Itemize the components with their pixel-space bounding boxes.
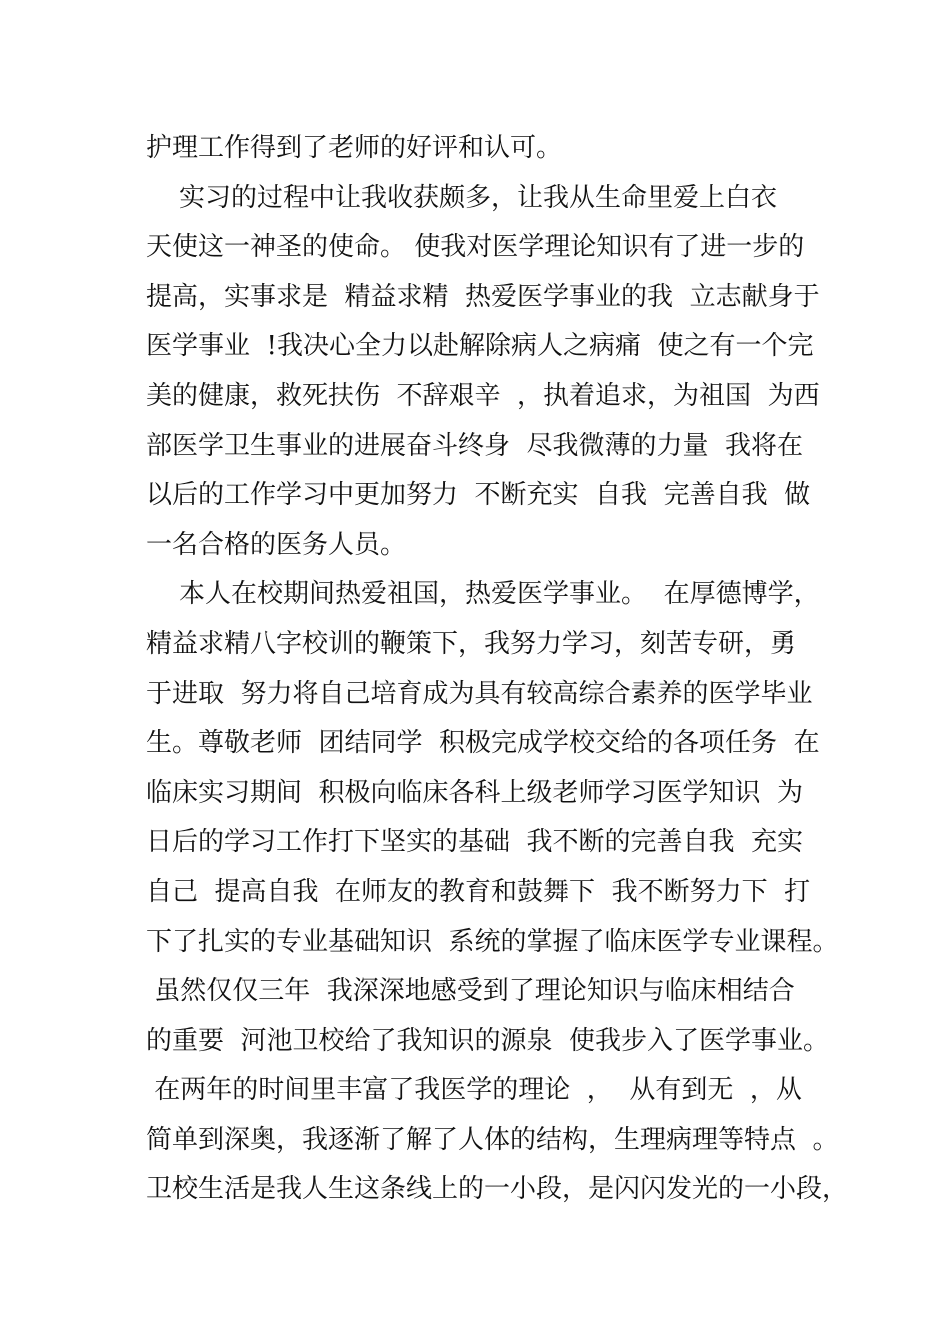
text-line: 的重要 河池卫校给了我知识的源泉 使我步入了医学事业。: [146, 1025, 830, 1056]
text-line: 简单到深奥，我逐渐了解了人体的结构，生理病理等特点 。: [146, 1124, 839, 1155]
text-line: 美的健康，救死扶伤 不辞艰辛 ，执着追求，为祖国 为西: [146, 380, 820, 411]
text-line: 在两年的时间里丰富了我医学的理论 ， 从有到无 ，从: [146, 1075, 802, 1106]
text-line: 以后的工作学习中更加努力 不断充实 自我 完善自我 做: [146, 480, 811, 511]
text-line: 医学事业 !我决心全力以赴解除病人之病痛 使之有一个完: [146, 331, 814, 362]
text-line: 本人在校期间热爱祖国，热爱医学事业。 在厚德博学，: [146, 579, 820, 610]
text-line: 一名合格的医务人员。: [146, 529, 407, 560]
text-line: 虽然仅仅三年 我深深地感受到了理论知识与临床相结合: [146, 976, 795, 1007]
body-text: [146, 124, 849, 1215]
text-line: 天使这一神圣的使命。 使我对医学理论知识有了进一步的: [146, 232, 805, 263]
text-line: 部医学卫生事业的进展奋斗终身 尽我微薄的力量 我将在: [146, 430, 804, 461]
text-line: 自己 提高自我 在师友的教育和鼓舞下 我不断努力下 打: [146, 876, 811, 907]
text-line: 下了扎实的专业基础知识 系统的掌握了临床医学专业课程。: [146, 926, 839, 957]
text-line: 护理工作得到了老师的好评和认可。: [146, 133, 563, 163]
text-line: 生。尊敬老师 团结同学 积极完成学校交给的各项任务 在: [146, 728, 820, 759]
text-line: 精益求精八字校训的鞭策下，我努力学习，刻苦专研，勇: [146, 628, 797, 659]
text-line: 卫校生活是我人生这条线上的一小段，是闪闪发光的一小段，: [146, 1174, 849, 1205]
text-line: 提高，实事求是 精益求精 热爱医学事业的我 立志献身于: [146, 281, 820, 312]
text-line: 实习的过程中让我收获颇多，让我从生命里爱上白衣: [146, 182, 778, 213]
text-line: 日后的学习工作打下坚实的基础 我不断的完善自我 充实: [146, 827, 804, 858]
text-line: 于进取 努力将自己培育成为具有较高综合素养的医学毕业: [146, 678, 813, 709]
text-line: 临床实习期间 积极向临床各科上级老师学习医学知识 为: [146, 777, 804, 808]
